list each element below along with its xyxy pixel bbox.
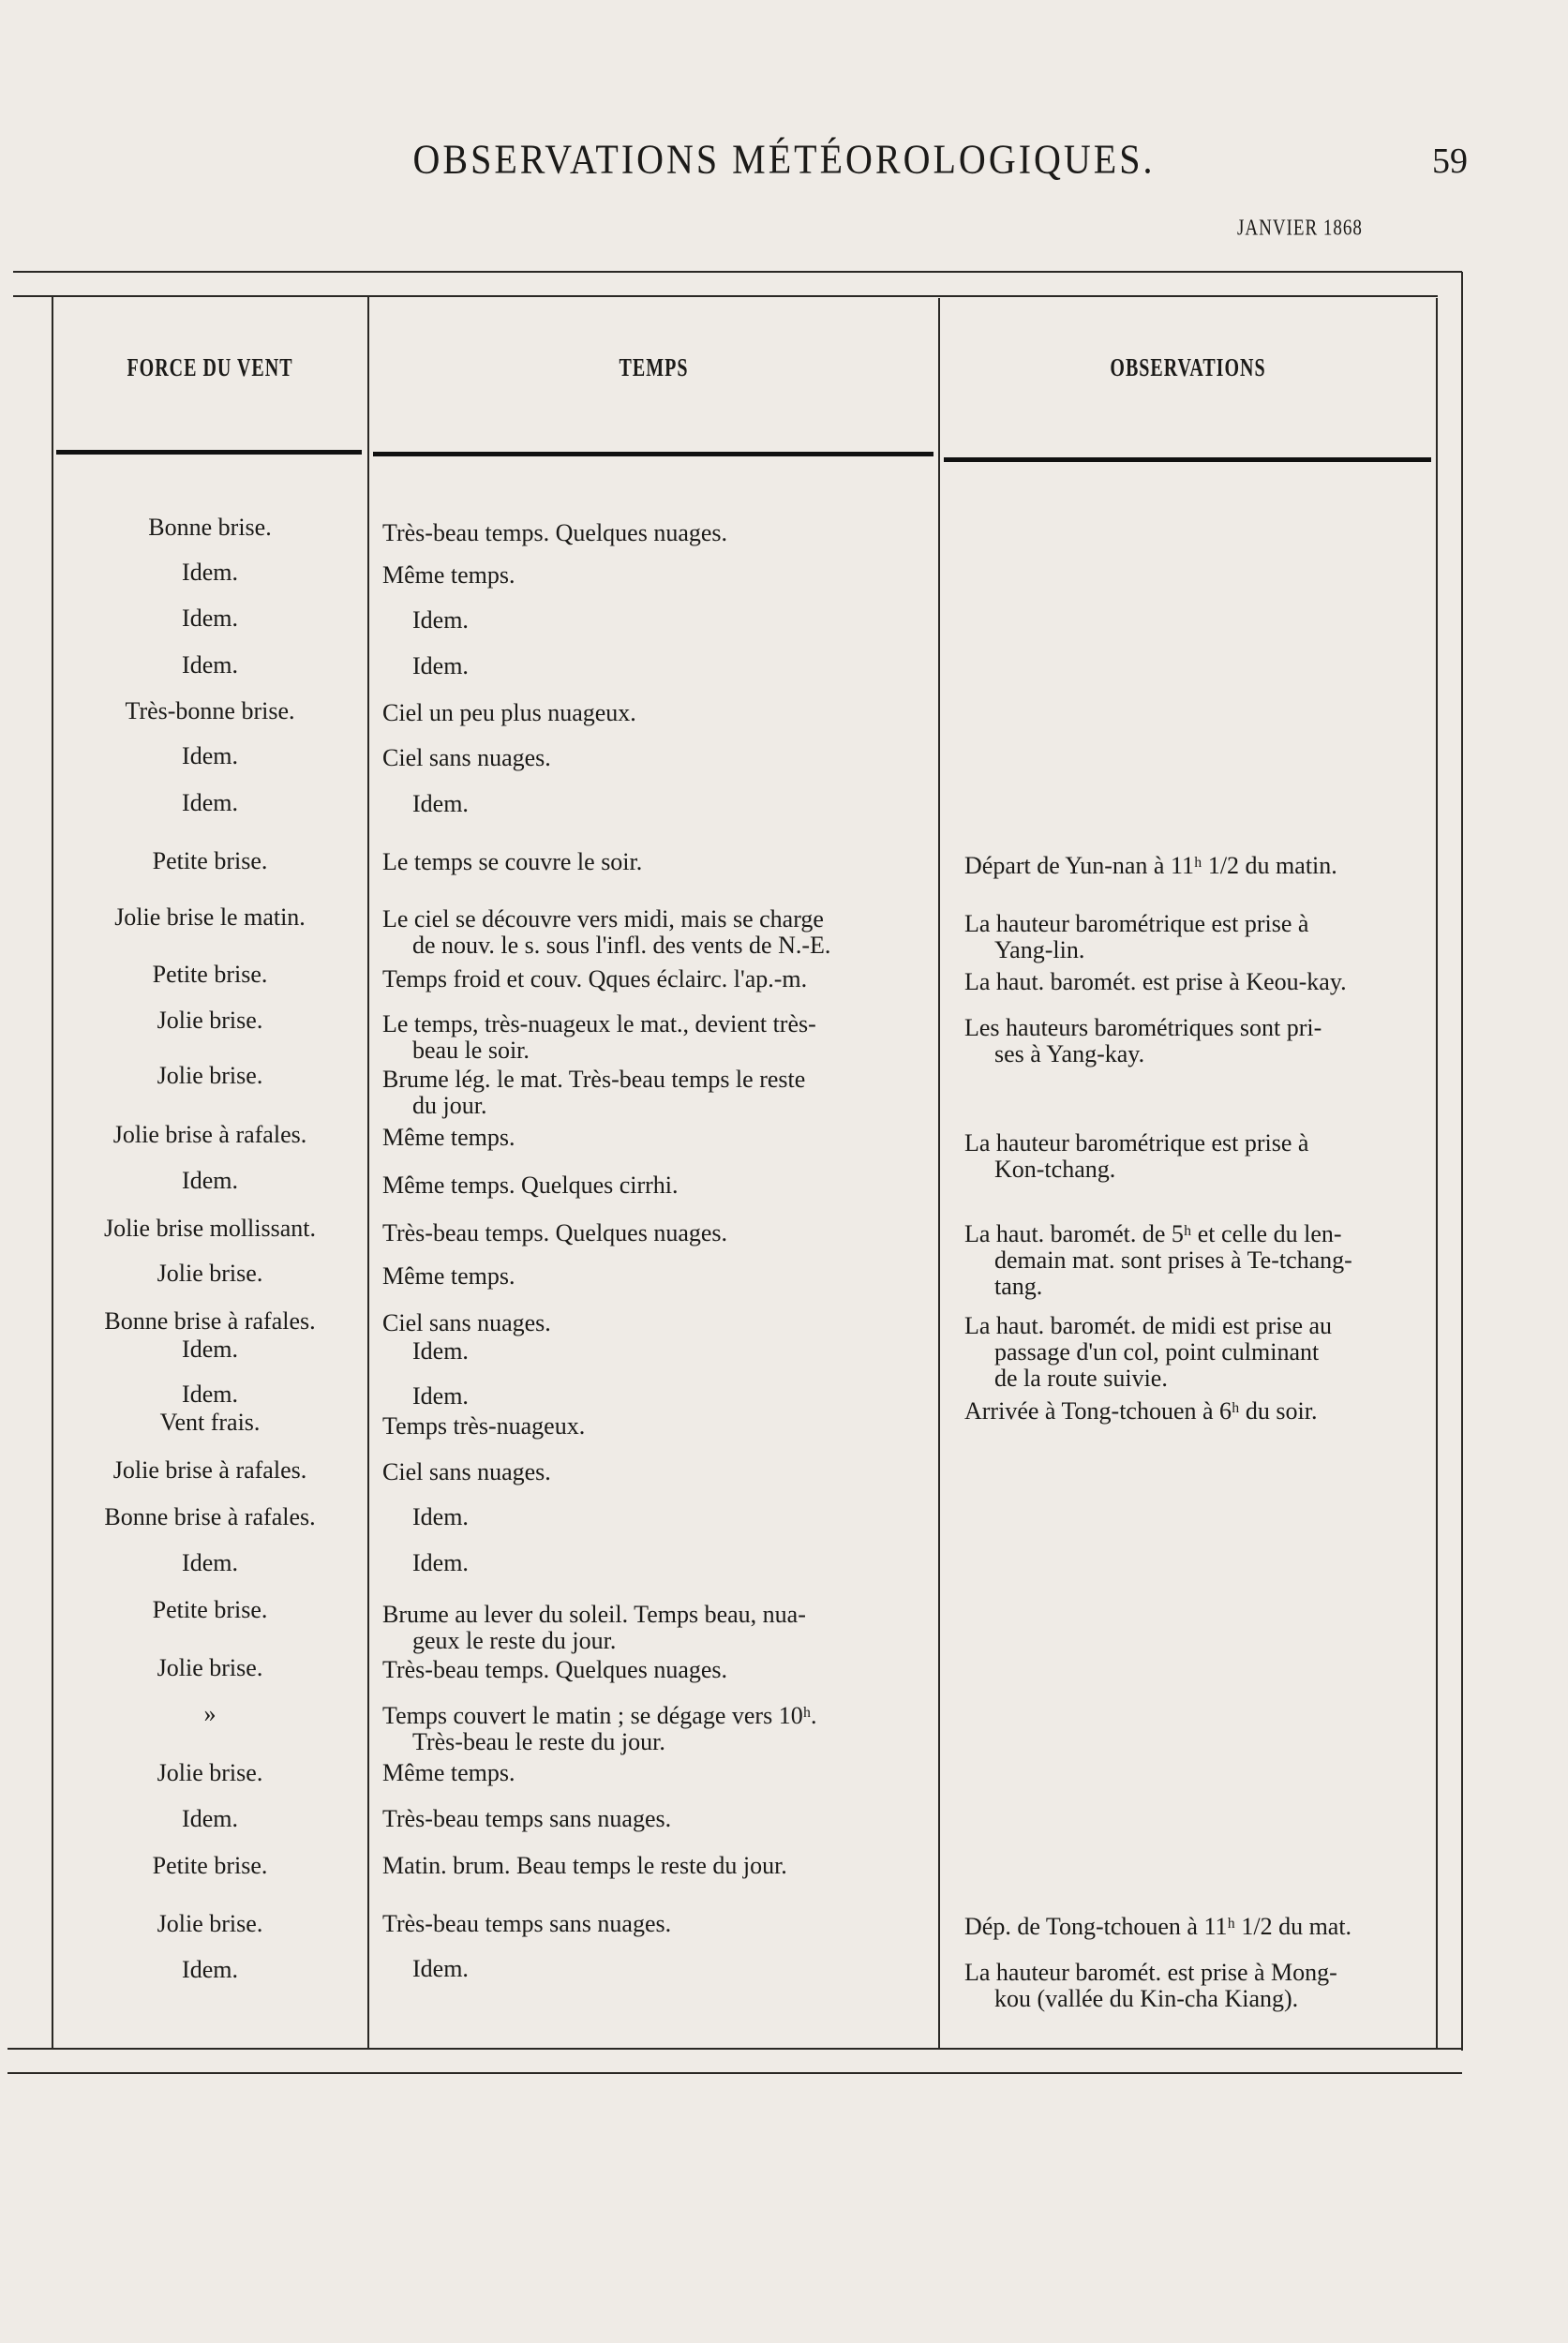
observation-line: La haut. baromét. de midi est prise au <box>964 1311 1333 1339</box>
wind-cell: Idem. <box>182 1549 238 1577</box>
wind-cell: Jolie brise à rafales. <box>112 1120 307 1148</box>
temps-cell <box>382 1263 515 1290</box>
temps-line: Ciel sans nuages. <box>382 743 551 771</box>
temps-line: Très-beau temps. Quelques nuages. <box>382 1218 728 1246</box>
temps-cell <box>382 849 642 875</box>
temps-line: Le temps se couvre le soir. <box>382 848 643 876</box>
observation-line: Kon-tchang. <box>994 1156 1116 1184</box>
month-label: JANVIER 1868 <box>1237 215 1363 241</box>
observation-line: La hauteur barométrique est prise à <box>964 909 1309 937</box>
header-rule <box>944 457 1431 462</box>
temps-cell <box>382 745 551 771</box>
wind-cell: Jolie brise mollissant. <box>103 1215 317 1243</box>
temps-line: Très-beau temps sans nuages. <box>382 1805 672 1833</box>
temps-cell <box>382 906 830 959</box>
wind-cell: Bonne brise à rafales. <box>104 1502 316 1530</box>
temps-line: Idem. <box>412 652 469 680</box>
temps-cell <box>412 1383 469 1410</box>
observation-line: ses à Yang-kay. <box>994 1040 1145 1068</box>
top-rule <box>13 271 1462 273</box>
wind-cell: Jolie brise. <box>157 1654 263 1682</box>
temps-cell <box>382 700 636 726</box>
observation-line: Arrivée à Tong-tchouen à 6ʰ du soir. <box>964 1396 1318 1425</box>
observation-line: La haut. baromét. de 5ʰ et celle du len- <box>964 1220 1342 1248</box>
temps-cell <box>382 1602 806 1654</box>
observation-line: demain mat. sont prises à Te-tchang- <box>994 1246 1352 1275</box>
temps-cell <box>382 1459 551 1485</box>
temps-line: Idem. <box>412 1381 469 1410</box>
column-header-wind: FORCE DU VENT <box>127 353 293 382</box>
temps-cell <box>412 1504 469 1530</box>
temps-line: Idem. <box>412 1954 469 1982</box>
wind-cell: Petite brise. <box>152 846 268 874</box>
column-header-temps: TEMPS <box>619 353 689 382</box>
observation-line: passage d'un col, point culminant <box>994 1337 1320 1366</box>
observation-entry <box>964 1015 1420 1067</box>
temps-line: Même temps. <box>382 1758 515 1786</box>
top-rule-inner <box>13 295 1438 297</box>
wind-cell: Idem. <box>182 604 238 633</box>
wind-cell: Jolie brise le matin. <box>114 903 306 932</box>
observation-entry <box>964 1313 1420 1392</box>
temps-cell <box>382 1806 671 1832</box>
temps-line: Même temps. <box>382 1262 515 1291</box>
column-border <box>938 298 940 2050</box>
observation-line: La haut. baromét. est prise à Keou-kay. <box>964 967 1347 995</box>
temps-cell <box>412 1550 469 1576</box>
temps-line: Matin. brum. Beau temps le reste du jour. <box>382 1851 787 1879</box>
observation-line: kou (vallée du Kin-cha Kiang). <box>994 1985 1299 2013</box>
temps-cell <box>412 791 469 817</box>
temps-line: Idem. <box>412 1502 469 1530</box>
observation-entry <box>964 1960 1420 2012</box>
temps-cell <box>412 653 469 679</box>
observation-line: Yang-lin. <box>994 935 1085 963</box>
column-border <box>1436 298 1438 2050</box>
temps-cell <box>382 1703 817 1755</box>
observation-line: tang. <box>994 1273 1043 1301</box>
temps-line: Idem. <box>412 1549 469 1577</box>
temps-cell <box>382 1220 727 1246</box>
wind-cell: Jolie brise. <box>157 1007 263 1035</box>
observation-entry <box>964 1398 1420 1425</box>
page-number: 59 <box>1432 142 1468 181</box>
temps-cell <box>412 1338 469 1365</box>
temps-line: Très-beau le reste du jour. <box>412 1728 665 1756</box>
page-title: OBSERVATIONS MÉTÉOROLOGIQUES. <box>412 135 1156 183</box>
observation-entry <box>964 969 1420 995</box>
temps-line: Brume lég. le mat. Très-beau temps le reste <box>382 1065 806 1093</box>
observation-entry <box>964 1221 1420 1300</box>
temps-line: beau le soir. <box>412 1036 530 1064</box>
wind-cell: Jolie brise. <box>157 1909 263 1937</box>
wind-cell: Idem. <box>182 558 238 586</box>
temps-line: Idem. <box>412 1336 469 1365</box>
temps-line: de nouv. le s. sous l'infl. des vents de N.-E. <box>412 931 831 959</box>
temps-line: Très-beau temps. Quelques nuages. <box>382 1655 728 1683</box>
wind-cell: Petite brise. <box>152 1595 268 1623</box>
temps-cell <box>382 1125 515 1151</box>
temps-cell <box>382 1067 805 1119</box>
temps-line: Ciel un peu plus nuageux. <box>382 698 636 726</box>
observation-entry <box>964 853 1420 879</box>
wind-cell: » <box>203 1700 217 1728</box>
wind-cell: Jolie brise. <box>157 1259 263 1287</box>
temps-line: Le ciel se découvre vers midi, mais se charge <box>382 904 824 933</box>
temps-cell <box>382 1413 585 1440</box>
temps-cell <box>382 1657 727 1683</box>
temps-line: Ciel sans nuages. <box>382 1458 551 1486</box>
temps-cell <box>382 966 807 992</box>
temps-cell <box>382 1911 671 1937</box>
wind-cell: Idem. <box>182 788 238 816</box>
temps-line: geux le reste du jour. <box>412 1626 617 1654</box>
temps-line: Le temps, très-nuageux le mat., devient très- <box>382 1009 816 1037</box>
bottom-rule <box>7 2048 1462 2050</box>
temps-line: Brume au lever du soleil. Temps beau, nua- <box>382 1600 806 1628</box>
wind-cell: Petite brise. <box>152 960 268 988</box>
column-header-observations: OBSERVATIONS <box>1110 353 1266 382</box>
temps-line: Idem. <box>412 790 469 818</box>
observation-entry <box>964 911 1420 963</box>
wind-cell: Idem. <box>182 1167 238 1195</box>
temps-line: du jour. <box>412 1091 487 1119</box>
observation-entry <box>964 1130 1420 1183</box>
temps-cell <box>382 1853 787 1879</box>
outer-right-border <box>1461 272 1463 2051</box>
wind-cell: Jolie brise. <box>157 1758 263 1786</box>
observation-line: Départ de Yun-nan à 11ʰ 1/2 du matin. <box>964 851 1337 879</box>
wind-cell: Idem. <box>182 742 238 770</box>
temps-line: Même temps. <box>382 561 515 589</box>
observation-entry <box>964 1914 1420 1940</box>
wind-cell: Idem. <box>182 650 238 679</box>
observation-line: La hauteur baromét. est prise à Mong- <box>964 1959 1337 1987</box>
wind-cell: Idem. <box>182 1336 238 1364</box>
temps-line: Temps froid et couv. Qques éclairc. l'ap.-m. <box>382 964 808 992</box>
wind-cell: Idem. <box>182 1380 238 1409</box>
temps-line: Même temps. Quelques cirrhi. <box>382 1171 679 1199</box>
wind-cell: Bonne brise. <box>148 514 272 542</box>
bottom-rule-outer <box>7 2072 1462 2074</box>
observation-line: Dép. de Tong-tchouen à 11ʰ 1/2 du mat. <box>964 1912 1352 1940</box>
temps-cell <box>382 1310 551 1336</box>
temps-line: Très-beau temps sans nuages. <box>382 1909 672 1937</box>
temps-cell <box>412 1956 469 1982</box>
wind-cell: Idem. <box>182 1956 238 1984</box>
temps-line: Très-beau temps. Quelques nuages. <box>382 519 728 547</box>
wind-cell: Jolie brise à rafales. <box>112 1456 307 1485</box>
temps-cell <box>412 607 469 634</box>
temps-line: Idem. <box>412 605 469 634</box>
temps-line: Temps très-nuageux. <box>382 1411 586 1440</box>
observation-line: de la route suivie. <box>994 1364 1168 1392</box>
header-rule <box>373 452 933 456</box>
wind-cell: Vent frais. <box>159 1409 261 1437</box>
temps-cell <box>382 1760 515 1786</box>
observation-line: Les hauteurs barométriques sont pri- <box>964 1014 1322 1042</box>
wind-cell: Bonne brise à rafales. <box>104 1306 316 1335</box>
observation-line: La hauteur barométrique est prise à <box>964 1129 1309 1157</box>
wind-cell: Petite brise. <box>152 1851 268 1879</box>
temps-line: Ciel sans nuages. <box>382 1308 551 1336</box>
temps-line: Temps couvert le matin ; se dégage vers 10ʰ. <box>382 1702 817 1730</box>
column-border <box>367 295 369 2050</box>
header-rule <box>56 450 362 455</box>
wind-cell: Idem. <box>182 1805 238 1833</box>
wind-cell: Jolie brise. <box>157 1062 263 1090</box>
temps-cell <box>382 1011 816 1064</box>
temps-cell <box>382 562 515 589</box>
temps-cell <box>382 1172 679 1199</box>
temps-cell <box>382 520 727 546</box>
wind-cell: Très-bonne brise. <box>125 697 295 725</box>
temps-line: Même temps. <box>382 1123 515 1151</box>
